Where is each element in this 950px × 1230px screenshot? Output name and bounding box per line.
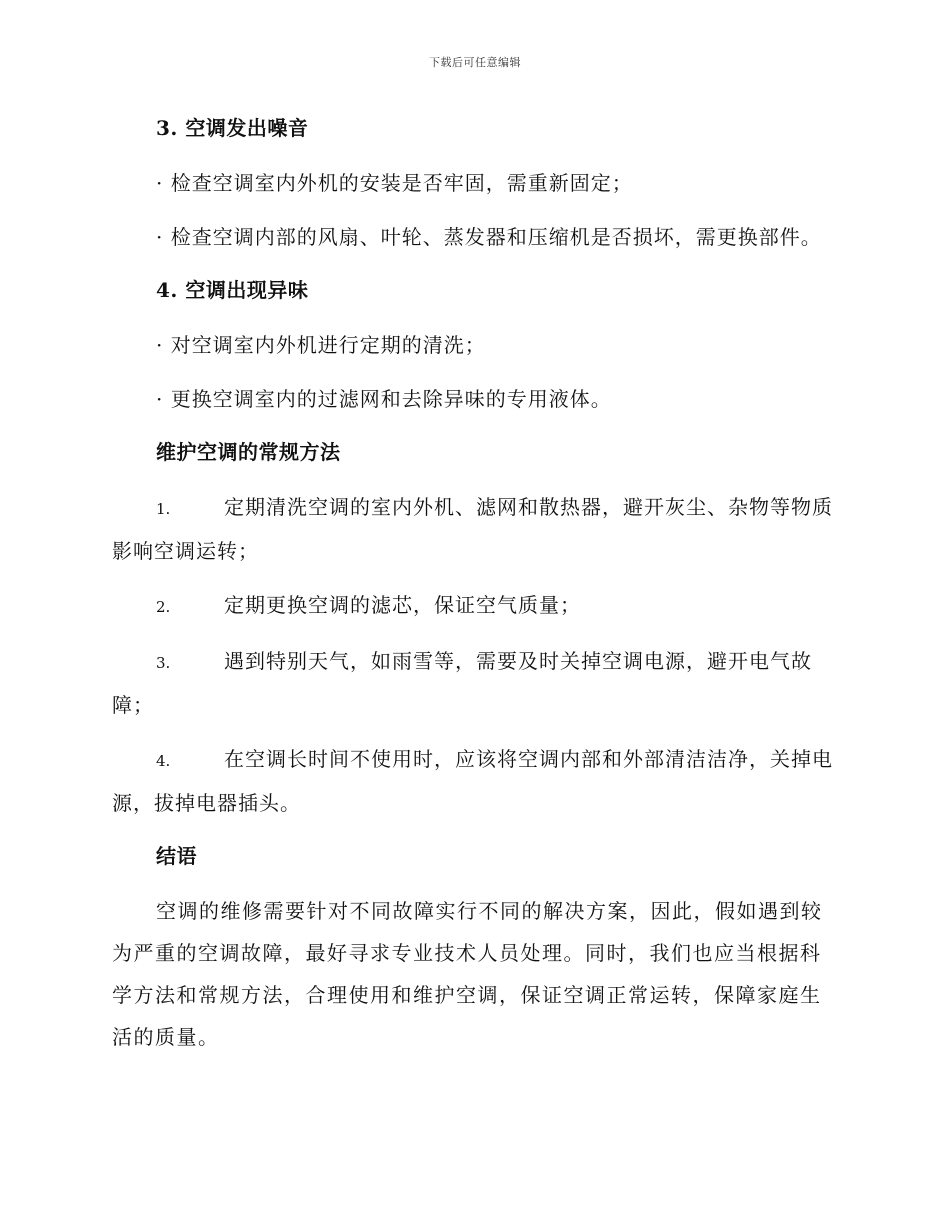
item-text: 定期清洗空调的室内外机、滤网和散热器，避开灰尘、杂物等物质影响空调运转；: [112, 495, 833, 563]
document-body: [112, 108, 834, 1058]
bullet-item: · 对空调室内外机进行定期的清洗；: [156, 333, 486, 357]
section-heading-noise: 3. 空调发出噪音: [156, 116, 309, 140]
section-heading-maintenance: 维护空调的常规方法: [156, 440, 341, 464]
conclusion-paragraph: 空调的维修需要针对不同故障实行不同的解决方案，因此，假如遇到较为严重的空调故障，最好寻求专业技术人员处理。同时，我们也应当根据科学方法和常规方法，合理使用和维护空调，保证空调正常运转，保障家庭生活的质量。: [112, 899, 823, 1049]
section-heading-odor: 4. 空调出现异味: [156, 278, 309, 302]
bullet-item: · 更换空调室内的过滤网和去除异味的专用液体。: [156, 387, 612, 411]
item-text: 在空调长时间不使用时，应该将空调内部和外部清洁洁净，关掉电源，拔掉电器插头。: [112, 747, 833, 815]
bullet-item: · 检查空调内部的风扇、叶轮、蒸发器和压缩机是否损坏，需更换部件。: [156, 225, 822, 249]
item-number: 3.: [156, 654, 171, 672]
numbered-item: [112, 738, 834, 824]
page-header: 下载后可任意编辑: [429, 56, 521, 69]
numbered-item: [112, 584, 834, 628]
item-number: 4.: [156, 752, 171, 770]
item-number: 1.: [156, 500, 171, 518]
item-number: 2.: [156, 598, 171, 616]
numbered-item: [112, 486, 834, 572]
bullet-item: · 检查空调室内外机的安装是否牢固，需重新固定；: [156, 171, 633, 195]
section-heading-conclusion: 结语: [156, 844, 197, 868]
item-text: 定期更换空调的滤芯，保证空气质量；: [224, 593, 581, 617]
numbered-item: [112, 640, 834, 726]
item-text: 遇到特别天气，如雨雪等，需要及时关掉空调电源，避开电气故障；: [112, 649, 812, 717]
